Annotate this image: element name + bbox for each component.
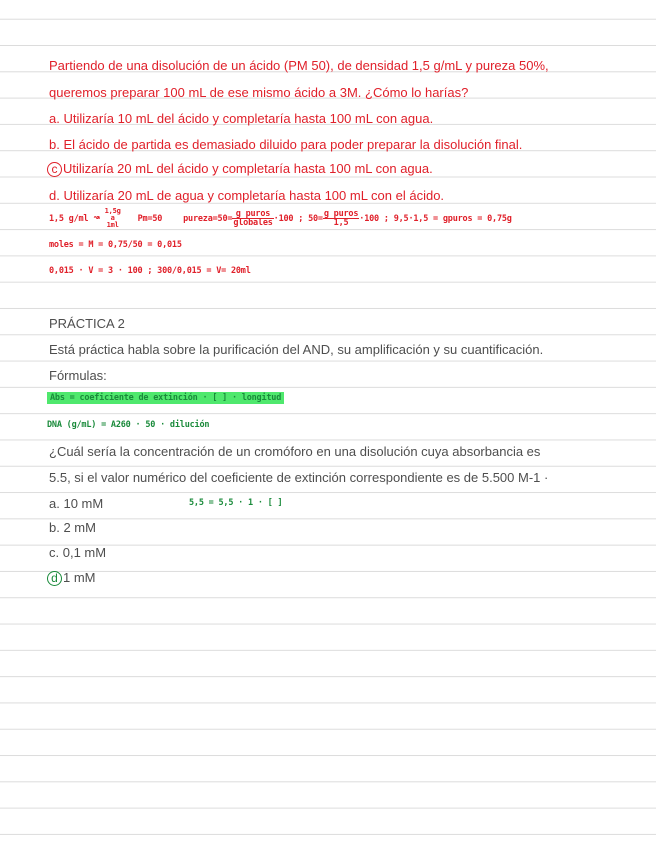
fraction-purity: $\frac{\text{g puros}}{\text{globales}}$ — [233, 209, 273, 228]
formula-absorbance — [47, 393, 284, 403]
option-letter: a. — [49, 496, 60, 511]
formula-highlight: Abs = coeficiente de extinción · [ ] · longitud — [47, 392, 284, 404]
selected-answer-circle: d — [47, 571, 62, 586]
option-letter: a. — [49, 111, 60, 126]
handwritten-calc-line2: moles = M = 0,75/50 = 0,015 — [49, 240, 182, 250]
option-letter: b. — [49, 520, 60, 535]
density-stack: 1,5g a 1ml — [104, 207, 121, 229]
question2-line1: ¿Cuál sería la concentración de un cromóforo en una disolución cuya absorbancia es — [49, 444, 541, 459]
option-b — [49, 137, 522, 153]
option-d — [49, 188, 444, 204]
selected-answer-circle: c — [47, 162, 62, 177]
option-a — [49, 111, 433, 127]
option-text: 1 mM — [63, 570, 96, 585]
option-letter: b. — [49, 137, 60, 152]
option-text: Utilizaría 20 mL del ácido y completaría hasta 100 mL con agua. — [63, 161, 433, 176]
option-text: 10 mM — [63, 496, 104, 511]
formula-dna: DNA (g/mL) = A260 · 50 · dilución — [47, 420, 210, 430]
section-description: Está práctica habla sobre la purificación del AND, su amplificación y su cuantificación. — [49, 342, 544, 357]
question1-line2: queremos preparar 100 mL de ese mismo ácido a 3M. ¿Cómo lo harías? — [49, 85, 469, 100]
option-text: 0,1 mM — [62, 545, 107, 560]
question2-line2: 5.5, si el valor numérico del coeficiente de extinción correspondiente es de 5.500 M-1 · — [49, 470, 549, 485]
formulas-label: Fórmulas: — [49, 368, 107, 383]
question1-line1: Partiendo de una disolución de un ácido (PM 50), de densidad 1,5 g/mL y pureza 50%, — [49, 58, 549, 73]
option-letter: d. — [49, 188, 60, 203]
fraction-purity-2: $\frac{\text{g puros}}{1,5}$ — [323, 209, 359, 228]
q2-option-d-selected — [47, 570, 96, 586]
option-letter: c. — [49, 545, 60, 560]
option-text: 2 mM — [63, 520, 96, 535]
handwritten-work: 5,5 = 5,5 · 1 · [ ] — [189, 498, 283, 508]
q2-option-c — [49, 545, 106, 561]
handwritten-calc-line3: 0,015 · V = 3 · 100 ; 300/0,015 = V= 20ml — [49, 266, 251, 276]
option-text: Utilizaría 20 mL de agua y completaría hasta 100 mL con el ácido. — [63, 188, 445, 203]
section-title: PRÁCTICA 2 — [49, 316, 125, 331]
option-text: El ácido de partida es demasiado diluido para poder preparar la disolución final. — [63, 137, 523, 152]
handwritten-calc-line1: 1,5 g/ml ↝ 1,5g a 1ml Pm=50 pureza=50= $\frac{\text{g puros}}{\text{globales}}$ ·100 ; 50= $\frac{\text{g puros}}{1,5}$ ·100 ; 9,5·1,5 = gpuros = 0,75g — [49, 207, 512, 229]
option-c-selected — [47, 161, 433, 177]
q2-option-b — [49, 520, 96, 536]
q2-option-a — [49, 496, 103, 512]
option-text: Utilizaría 10 mL del ácido y completaría hasta 100 mL con agua. — [63, 111, 434, 126]
